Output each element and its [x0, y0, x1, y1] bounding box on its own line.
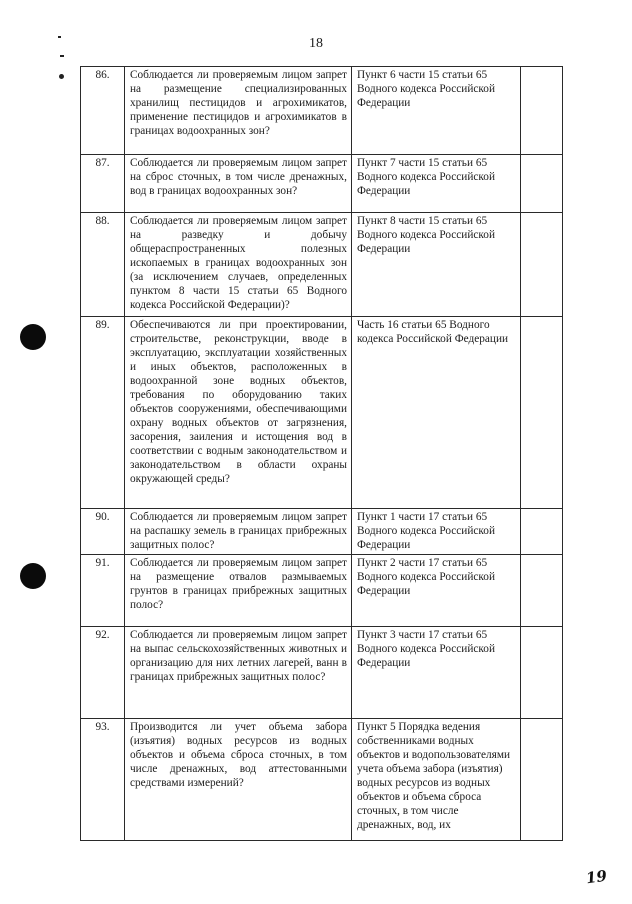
row-number: 91.: [81, 555, 125, 627]
reference-cell: Пункт 3 части 17 статьи 65 Водного кодекса Российской Федерации: [352, 627, 521, 719]
table-row: [81, 155, 563, 213]
answer-cell: [521, 555, 563, 627]
scan-mark: [58, 36, 61, 38]
reference-cell: Пункт 1 части 17 статьи 65 Водного кодекса Российской Федерации: [352, 509, 521, 555]
answer-cell: [521, 67, 563, 155]
row-number: 88.: [81, 213, 125, 317]
answer-cell: [521, 719, 563, 841]
answer-cell: [521, 213, 563, 317]
binder-hole: [20, 563, 46, 589]
scan-mark: [60, 55, 64, 57]
question-cell: Производится ли учет объема забора (изъятия) водных ресурсов из водных объектов и объема сброса сточных, в том числе дренажных, вод аттестованными средствами измерений?: [125, 719, 352, 841]
question-cell: Соблюдается ли проверяемым лицом запрет на распашку земель в границах прибрежных защитных полос?: [125, 509, 352, 555]
question-cell: Соблюдается ли проверяемым лицом запрет на размещение специализированных хранилищ пестицидов и агрохимикатов, применение пестицидов и агрохимикатов в границах водоохранных зон?: [125, 67, 352, 155]
table-row: [81, 213, 563, 317]
question-cell: Соблюдается ли проверяемым лицом запрет на выпас сельскохозяйственных животных и организацию для них летних лагерей, ванн в границах прибрежных защитных полос?: [125, 627, 352, 719]
answer-cell: [521, 317, 563, 509]
answer-cell: [521, 155, 563, 213]
row-number: 87.: [81, 155, 125, 213]
table-row: [81, 509, 563, 555]
row-number: 92.: [81, 627, 125, 719]
row-number: 89.: [81, 317, 125, 509]
reference-cell: Пункт 6 части 15 статьи 65 Водного кодекса Российской Федерации: [352, 67, 521, 155]
scan-mark: [59, 74, 64, 79]
reference-cell: Пункт 8 части 15 статьи 65 Водного кодекса Российской Федерации: [352, 213, 521, 317]
handwritten-page-number: 19: [584, 866, 609, 888]
checklist-table: [80, 66, 563, 841]
reference-cell: Пункт 2 части 17 статьи 65 Водного кодекса Российской Федерации: [352, 555, 521, 627]
page-number: 18: [309, 36, 323, 51]
table-row: [81, 67, 563, 155]
binder-hole: [20, 324, 46, 350]
answer-cell: [521, 509, 563, 555]
row-number: 86.: [81, 67, 125, 155]
question-cell: Соблюдается ли проверяемым лицом запрет на размещение отвалов размываемых грунтов в границах прибрежных защитных полос?: [125, 555, 352, 627]
reference-cell: Часть 16 статьи 65 Водного кодекса Российской Федерации: [352, 317, 521, 509]
table-row: [81, 627, 563, 719]
table-row: [81, 555, 563, 627]
question-cell: Соблюдается ли проверяемым лицом запрет на разведку и добычу общераспространенных полезных ископаемых в границах водоохранных зон (за исключением случаев, определенных пунктом 8 части 15 статьи 65 Водного кодекса Российской Федерации)?: [125, 213, 352, 317]
question-cell: Соблюдается ли проверяемым лицом запрет на сброс сточных, в том числе дренажных, вод в границах водоохранных зон?: [125, 155, 352, 213]
answer-cell: [521, 627, 563, 719]
row-number: 90.: [81, 509, 125, 555]
table-row: [81, 719, 563, 841]
reference-cell: Пункт 5 Порядка ведения собственниками водных объектов и водопользователями учета объема забора (изъятия) водных ресурсов из водных объектов и объема сброса сточных, в том числе дренажных, вод, их: [352, 719, 521, 841]
reference-cell: Пункт 7 части 15 статьи 65 Водного кодекса Российской Федерации: [352, 155, 521, 213]
row-number: 93.: [81, 719, 125, 841]
question-cell: Обеспечиваются ли при проектировании, строительстве, реконструкции, вводе в эксплуатацию, эксплуатации хозяйственных и иных объектов, расположенных в водоохранной зоне водных объектов, требования по оборудованию таких объектов сооружениями, обеспечивающими охрану водных объектов от загрязнения, засорения, заиления и истощения вод в соответствии с водным законодательством и законодательством в области охраны окружающей среды?: [125, 317, 352, 509]
table-row: [81, 317, 563, 509]
